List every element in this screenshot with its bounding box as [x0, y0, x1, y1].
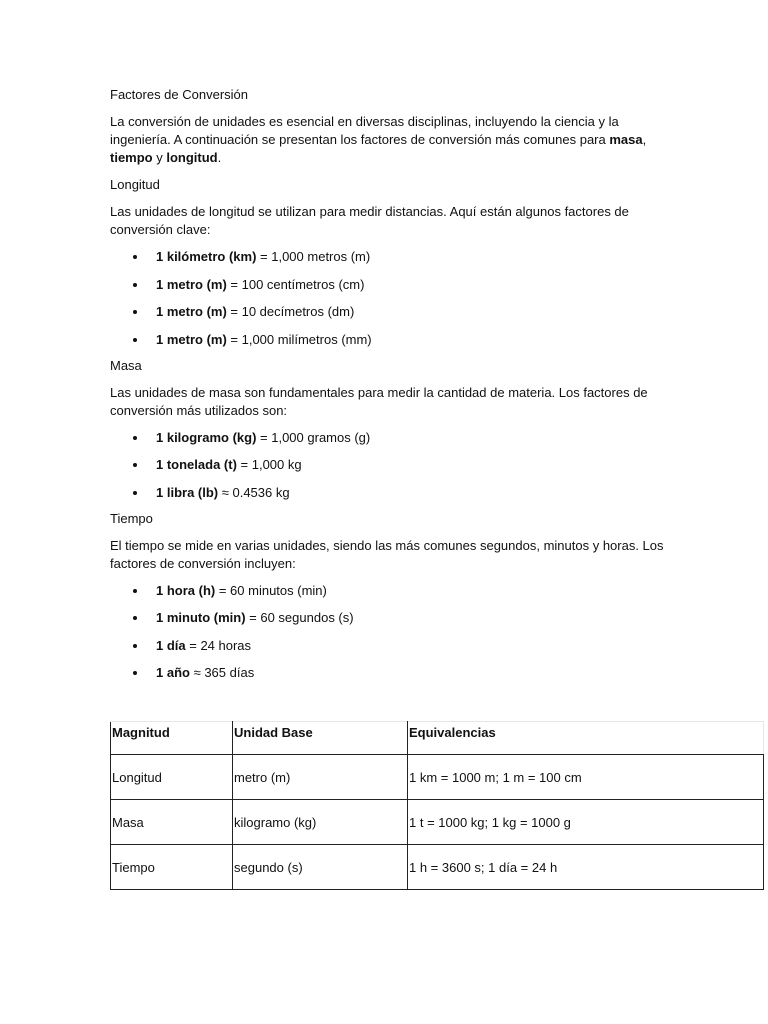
list-item-value: ≈ 365 días	[189, 665, 255, 680]
section-paragraph-tiempo: El tiempo se mide en varias unidades, siendo las más comunes segundos, minutos y horas. Los factores de conversión incluyen:	[110, 537, 664, 571]
list-item	[110, 303, 670, 321]
table-header-cell: Equivalencias	[408, 722, 764, 755]
list-item	[110, 429, 670, 447]
conversion-table	[110, 721, 764, 890]
list-item	[110, 248, 670, 266]
list-item-value: = 24 horas	[185, 637, 252, 653]
list-masa	[110, 429, 670, 502]
document-title: Factores de Conversión	[110, 87, 249, 102]
section-heading-tiempo: Tiempo	[110, 510, 153, 526]
list-item-term: 1 hora (h)	[156, 582, 216, 598]
table-cell: 1 t = 1000 kg; 1 kg = 1000 g	[408, 800, 764, 845]
list-item-term: 1 año	[156, 665, 190, 680]
list-item	[110, 484, 670, 502]
list-item-value: = 1,000 gramos (g)	[256, 429, 371, 445]
list-item-term: 1 libra (lb)	[156, 484, 219, 500]
intro-bold-tiempo: tiempo	[110, 150, 153, 165]
list-item-term: 1 metro (m)	[156, 304, 227, 319]
list-item-term: 1 día	[156, 637, 186, 653]
intro-text: La conversión de unidades es esencial en diversas disciplinas, incluyendo la ciencia y la ingeniería. A continuación se presentan los factores de conversión más comunes para	[110, 114, 619, 147]
list-item-term: 1 kilogramo (kg)	[156, 429, 257, 445]
table-cell: 1 h = 3600 s; 1 día = 24 h	[408, 845, 764, 890]
list-tiempo	[110, 582, 670, 683]
table-header-cell: Magnitud	[111, 722, 233, 755]
table-row	[111, 845, 764, 890]
list-item	[110, 582, 670, 600]
list-longitud	[110, 248, 670, 349]
table-cell: 1 km = 1000 m; 1 m = 100 cm	[408, 755, 764, 800]
list-item	[110, 276, 670, 294]
list-item	[110, 331, 670, 349]
list-item-term: 1 tonelada (t)	[156, 457, 237, 472]
intro-end: .	[217, 150, 222, 165]
list-item	[110, 664, 670, 682]
list-item-value: = 100 centímetros (cm)	[226, 276, 365, 292]
table-row	[111, 800, 764, 845]
list-item-term: 1 minuto (min)	[156, 610, 246, 625]
section-paragraph-longitud: Las unidades de longitud se utilizan para medir distancias. Aquí están algunos factores de conversión clave:	[110, 204, 629, 237]
list-item-value: = 1,000 kg	[236, 457, 302, 472]
list-item-term: 1 metro (m)	[156, 331, 227, 347]
list-item	[110, 637, 670, 655]
intro-paragraph	[110, 113, 670, 167]
list-item-value: = 60 segundos (s)	[245, 610, 354, 625]
conversion-table-wrapper	[110, 721, 763, 890]
table-cell: Longitud	[111, 755, 233, 800]
list-item	[110, 456, 670, 474]
table-cell: metro (m)	[233, 755, 408, 800]
section-heading-longitud: Longitud	[110, 177, 160, 192]
list-item-value: = 1,000 milímetros (mm)	[226, 331, 372, 347]
list-item-value: = 10 decímetros (dm)	[226, 304, 355, 319]
list-item-value: = 60 minutos (min)	[215, 582, 327, 598]
table-row	[111, 755, 764, 800]
table-cell: segundo (s)	[233, 845, 408, 890]
intro-sep-2: y	[152, 150, 167, 165]
table-cell: Tiempo	[111, 845, 233, 890]
list-item-term: 1 metro (m)	[156, 276, 227, 292]
list-item-value: ≈ 0.4536 kg	[218, 484, 290, 500]
intro-bold-masa: masa	[609, 132, 643, 147]
list-item	[110, 609, 670, 627]
table-header-cell: Unidad Base	[233, 722, 408, 755]
table-cell: Masa	[111, 800, 233, 845]
section-heading-masa: Masa	[110, 357, 142, 373]
table-header-row	[111, 722, 764, 755]
document-body	[110, 86, 670, 692]
section-paragraph-masa: Las unidades de masa son fundamentales para medir la cantidad de materia. Los factores de conversión más utilizados son:	[110, 384, 648, 418]
list-item-value: = 1,000 metros (m)	[256, 249, 371, 264]
list-item-term: 1 kilómetro (km)	[156, 249, 257, 264]
intro-bold-longitud: longitud	[166, 150, 218, 165]
table-cell: kilogramo (kg)	[233, 800, 408, 845]
intro-sep-1: ,	[642, 132, 647, 147]
